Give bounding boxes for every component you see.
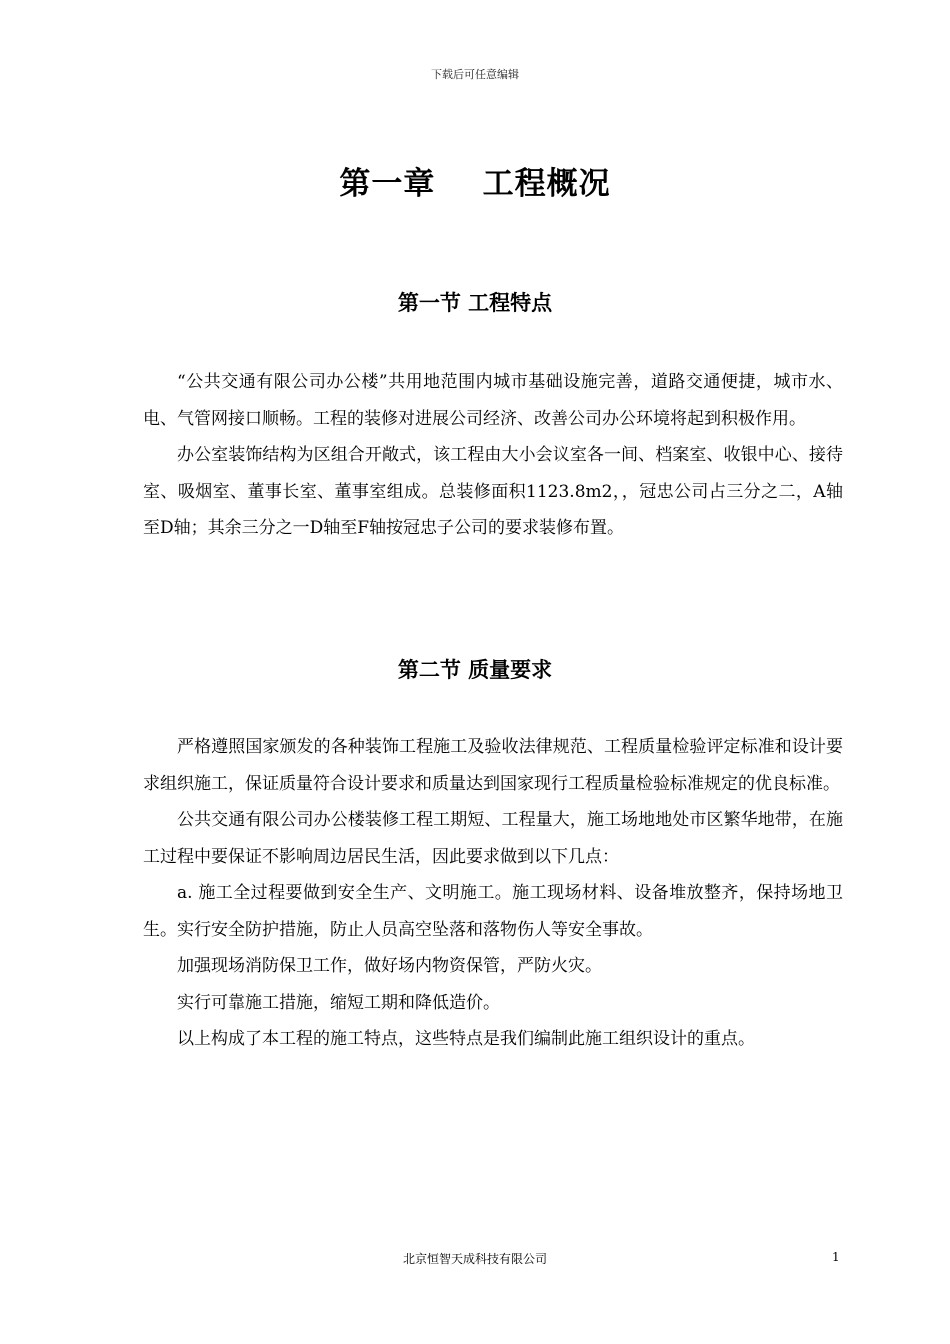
footer-page-number: 1 [832,1250,840,1264]
body-paragraph: 严格遵照国家颁发的各种装饰工程施工及验收法律规范、工程质量检验评定标准和设计要求组织施工，保证质量符合设计要求和质量达到国家现行工程质量检验标准规定的优良标准。 [143,737,843,794]
footer-company-name: 北京恒智天成科技有限公司 [402,1252,547,1266]
section-title-features: 第一节 工程特点 [397,291,553,315]
body-paragraph: 办公室装饰结构为区组合开敞式，该工程由大小会议室各一间、档案室、收银中心、接待室、吸烟室、董事长室、董事室组成。总装修面积1123.8m2，，冠忠公司占三分之二，A轴至D轴；其余三分之一D轴至F轴按冠忠子公司的要求装修布置。 [143,445,843,538]
body-paragraph: 实行可靠施工措施，缩短工期和降低造价。 [177,992,500,1013]
body-paragraph: 加强现场消防保卫工作，做好场内物资保管，严防火灾。 [177,956,602,976]
section-body-features [143,364,843,547]
section-title-quality: 第二节 质量要求 [397,658,553,682]
body-paragraph: 公共交通有限公司办公楼装修工程工期短、工程量大，施工场地地处市区繁华地带，在施工过程中要保证不影响周边居民生活，因此要求做到以下几点： [143,810,843,867]
body-paragraph: “公共交通有限公司办公楼”共用地范围内城市基础设施完善，道路交通便捷，城市水、电、气管网接口顺畅。工程的装修对进展公司经济、改善公司办公环境将起到积极作用。 [143,372,843,429]
chapter-title: 第一章 工程概况 [339,166,611,202]
body-paragraph: 以上构成了本工程的施工特点，这些特点是我们编制此施工组织设计的重点。 [177,1029,755,1049]
section-body-quality [143,729,843,1058]
page-header-note: 下载后可任意编辑 [431,68,519,81]
body-paragraph: a. 施工全过程要做到安全生产、文明施工。施工现场材料、设备堆放整齐，保持场地卫生。实行安全防护措施，防止人员高空坠落和落物伤人等安全事故。 [143,883,843,940]
